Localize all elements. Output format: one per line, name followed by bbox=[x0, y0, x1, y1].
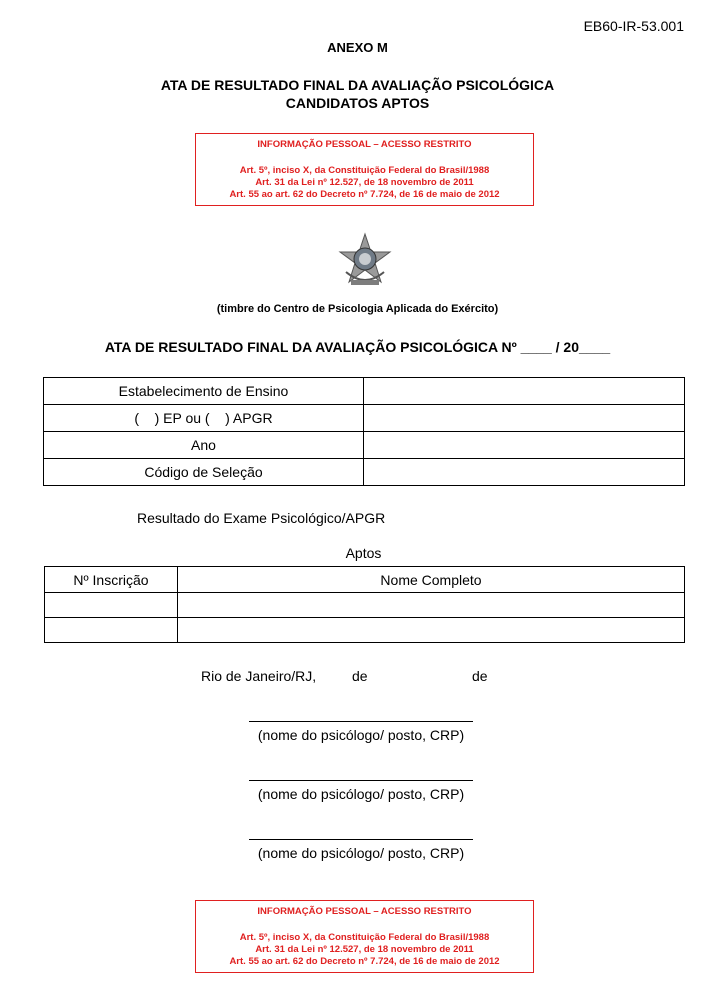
signature-name-3: (nome do psicólogo/ posto, CRP) bbox=[257, 845, 465, 861]
seal-caption: (timbre do Centro de Psicologia Aplicada do Exército) bbox=[216, 303, 499, 315]
place-date-de-1: de bbox=[352, 668, 368, 684]
restricted-law-2: Art. 31 da Lei nº 12.527, de 18 novembro de 2011 bbox=[255, 944, 474, 955]
document-code: EB60-IR-53.001 bbox=[583, 18, 684, 34]
info-value-selection-code[interactable] bbox=[364, 459, 685, 486]
restricted-law-1: Art. 5º, inciso X, da Constituição Federal do Brasil/1988 bbox=[239, 165, 490, 176]
ata-number-line: ATA DE RESULTADO FINAL DA AVALIAÇÃO PSICOLÓGICA Nº ____ / 20____ bbox=[104, 339, 611, 355]
cell-full-name[interactable] bbox=[178, 593, 685, 618]
annex-title: ANEXO M bbox=[327, 40, 388, 55]
table-row bbox=[44, 378, 685, 405]
place-city: Rio de Janeiro/RJ, bbox=[201, 668, 317, 684]
table-row bbox=[44, 459, 685, 486]
table-row bbox=[45, 593, 685, 618]
signature-line-2 bbox=[249, 780, 473, 781]
cell-registration[interactable] bbox=[45, 593, 178, 618]
signature-name-2: (nome do psicólogo/ posto, CRP) bbox=[257, 786, 465, 802]
table-row bbox=[44, 432, 685, 459]
info-table bbox=[43, 377, 685, 486]
info-label-year: Ano bbox=[44, 432, 364, 459]
signature-name-1: (nome do psicólogo/ posto, CRP) bbox=[257, 727, 465, 743]
column-header-full-name: Nome Completo bbox=[178, 567, 685, 593]
restricted-heading: INFORMAÇÃO PESSOAL – ACESSO RESTRITO bbox=[257, 906, 472, 917]
info-label-ep-apgr: ( ) EP ou ( ) APGR bbox=[44, 405, 364, 432]
column-header-registration: Nº Inscrição bbox=[45, 567, 178, 593]
info-value-ep-apgr[interactable] bbox=[364, 405, 685, 432]
restricted-law-3: Art. 55 ao art. 62 do Decreto nº 7.724, de 16 de maio de 2012 bbox=[229, 189, 500, 200]
signature-line-3 bbox=[249, 839, 473, 840]
table-row bbox=[44, 405, 685, 432]
table-row bbox=[45, 618, 685, 643]
page-title-line1: ATA DE RESULTADO FINAL DA AVALIAÇÃO PSICOLÓGICA bbox=[160, 77, 555, 93]
page-title-line2: CANDIDATOS APTOS bbox=[285, 95, 430, 111]
result-heading: Resultado do Exame Psicológico/APGR bbox=[137, 510, 386, 526]
place-date-de-2: de bbox=[472, 668, 488, 684]
restricted-notice-bottom bbox=[195, 900, 534, 973]
restricted-heading: INFORMAÇÃO PESSOAL – ACESSO RESTRITO bbox=[257, 139, 472, 150]
cell-registration[interactable] bbox=[45, 618, 178, 643]
restricted-law-2: Art. 31 da Lei nº 12.527, de 18 novembro de 2011 bbox=[255, 177, 474, 188]
restricted-law-1: Art. 5º, inciso X, da Constituição Federal do Brasil/1988 bbox=[239, 932, 490, 943]
restricted-law-3: Art. 55 ao art. 62 do Decreto nº 7.724, de 16 de maio de 2012 bbox=[229, 956, 500, 967]
coat-of-arms-seal-icon bbox=[336, 232, 394, 290]
aptos-heading: Aptos bbox=[345, 545, 382, 561]
cell-full-name[interactable] bbox=[178, 618, 685, 643]
signature-line-1 bbox=[249, 721, 473, 722]
restricted-notice-top bbox=[195, 133, 534, 206]
table-header-row bbox=[45, 567, 685, 593]
aptos-table bbox=[44, 566, 685, 643]
info-label-selection-code: Código de Seleção bbox=[44, 459, 364, 486]
info-label-establishment: Estabelecimento de Ensino bbox=[44, 378, 364, 405]
info-value-establishment[interactable] bbox=[364, 378, 685, 405]
info-value-year[interactable] bbox=[364, 432, 685, 459]
